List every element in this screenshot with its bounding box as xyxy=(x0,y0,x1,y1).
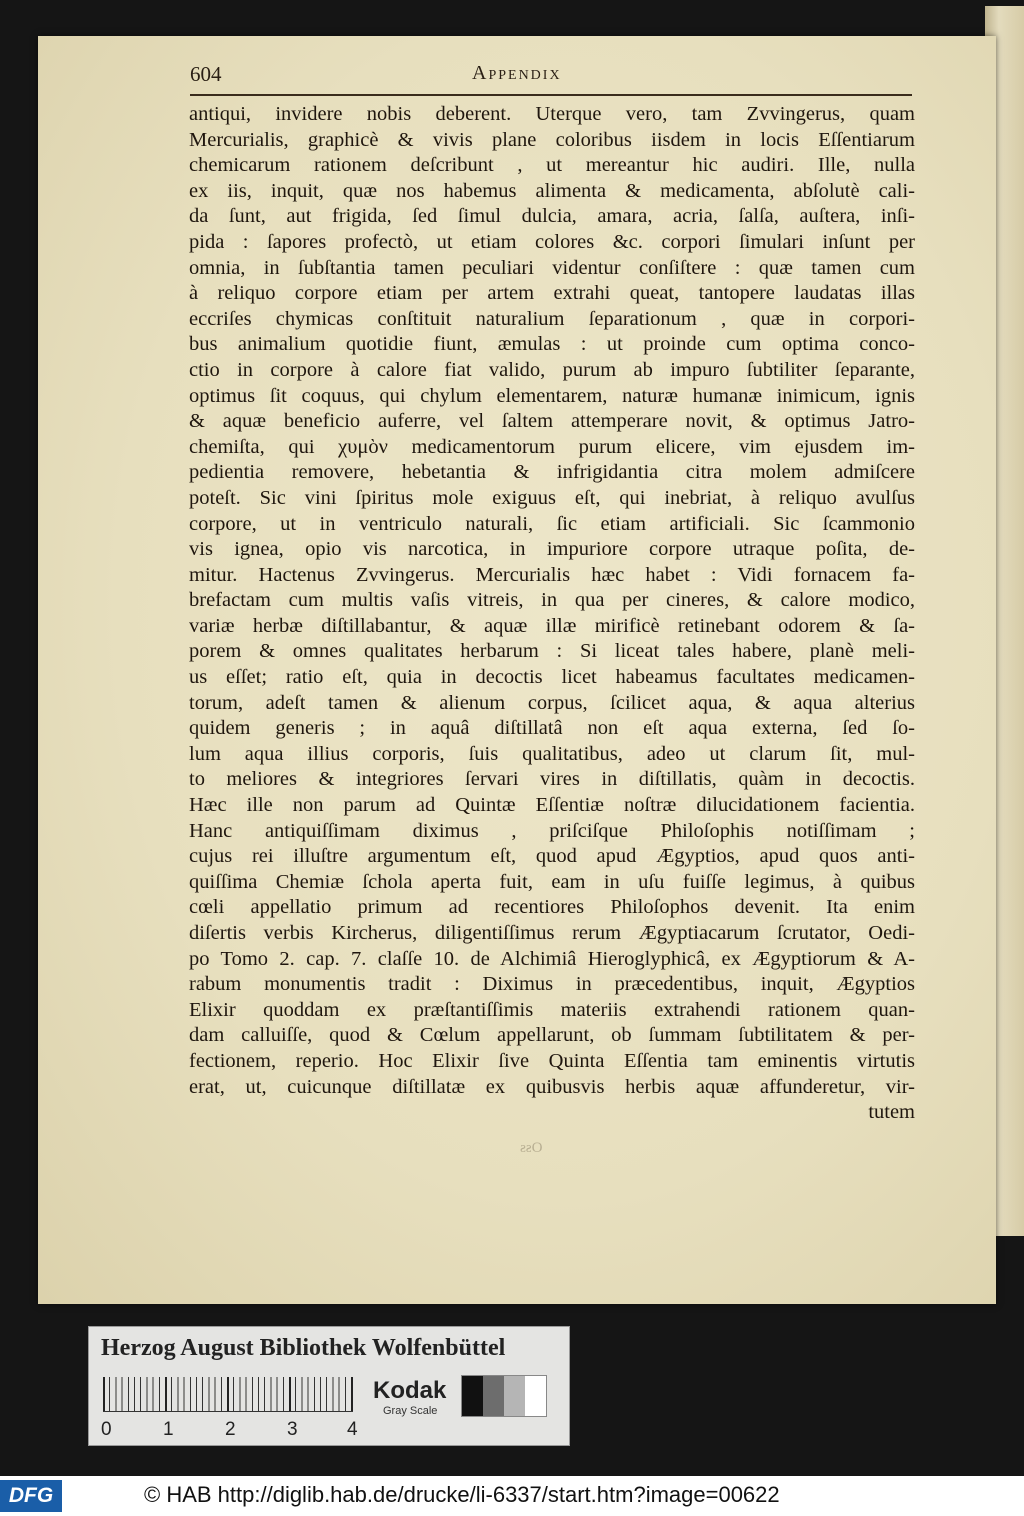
library-name: Herzog August Bibliothek Wolfenbüttel xyxy=(101,1335,506,1361)
text-line: Hanc antiquiſſimam diximus , priſciſque Philoſophis notiſſimam ; xyxy=(189,819,915,842)
text-line: to meliores & integriores ſervari vires in diſtillatis, quàm in decoctis. xyxy=(189,768,915,791)
gray-scale-patches xyxy=(461,1375,547,1417)
scale-ruler xyxy=(103,1377,353,1412)
text-line: lum aqua illius corporis, ſuis qualitatibus, adeo ut clarum ſit, mul- xyxy=(189,742,915,765)
text-line: erat, ut, cuicunque diſtillatæ ex quibusvis herbis aquæ affunderetur, vir- xyxy=(189,1075,915,1098)
text-line: & aquæ beneficio auferre, vel ſaltem attemperare novit, & optimus Jatro- xyxy=(189,410,915,433)
text-line: optimus ſit coquus, qui chylum elementarem, naturæ humanæ inimicum, ignis xyxy=(189,384,915,407)
text-line: vis ignea, opio vis narcotica, in impuriore corpore utraque poſita, de- xyxy=(189,538,915,561)
text-line: antiqui, invidere nobis deberent. Uterque vero, tam Zvvingerus, quam xyxy=(189,103,915,125)
text-line: Mercurialis, graphicè & vivis plane coloribus iisdem in locis Eſſentiarum xyxy=(189,128,915,151)
text-line: diſertis verbis Kircherus, diligentiſſimus rerum Ægyptiacarum ſcrutator, Oedi- xyxy=(189,922,915,944)
scale-number: 2 xyxy=(225,1419,236,1440)
text-line: mitur. Hactenus Zvvingerus. Mercurialis hæc habet : Vidi fornacem fa- xyxy=(189,563,915,586)
color-target-card xyxy=(88,1326,570,1446)
text-line: eccriſes chymicas conſtituit naturalium ſeparationum , quæ in corpori- xyxy=(189,307,915,330)
scale-numbers xyxy=(99,1419,369,1441)
text-line: corpore, ut in ventriculo naturali, ſic etiam artificiali. Sic ſcammonio xyxy=(189,512,915,535)
gray-scale-label: Gray Scale xyxy=(383,1405,438,1417)
text-line: à reliquo corpore etiam per artem extrahi queat, tantopere laudatas illas xyxy=(189,282,915,305)
running-title: Appendix xyxy=(472,62,562,84)
gray-patch xyxy=(483,1376,504,1416)
text-line: chemiſta, qui χυμὸν medicamentorum purum elicere, vim ejusdem im- xyxy=(189,435,915,458)
page-number: 604 xyxy=(190,62,222,86)
text-line: porem & omnes qualitates herbarum : Si liceat tales habere, planè meli- xyxy=(189,640,915,663)
copyright-text: © HAB http://diglib.hab.de/drucke/li-6337/start.htm?image=00622 xyxy=(144,1482,780,1507)
text-line: Elixir quoddam ex præſtantiſſimis materiis extrahendi rationem quan- xyxy=(189,998,915,1021)
text-line: quidem generis ; in aquâ diſtillatâ non eſt aqua externa, ſed ſo- xyxy=(189,717,915,740)
text-line: cujus rei illuſtre argumentum eſt, quod apud Ægyptios, apud quos anti- xyxy=(189,845,915,868)
text-line: quiſſima Chemiæ ſchola aperta fuit, eam in uſu fuiſſe legimus, à quibus xyxy=(189,870,915,893)
scale-number: 3 xyxy=(287,1419,298,1440)
bleed-through-text: Oss xyxy=(520,1140,543,1156)
text-line: pida : ſapores profectò, ut etiam colores &c. corpori ſimulari inſunt per xyxy=(189,230,915,253)
kodak-logo: Kodak xyxy=(373,1377,447,1404)
text-line: omnia, in ſubſtantia tamen peculiari videntur conſiſtere : quæ tamen cum xyxy=(189,256,915,279)
text-line: cœli appellatio primum ad recentiores Philoſophos devenit. Ita enim xyxy=(189,896,915,919)
gray-patch xyxy=(462,1376,483,1416)
text-line: po Tomo 2. cap. 7. claſſe 10. de Alchimiâ Hieroglyphicâ, ex Ægyptiorum & A- xyxy=(189,947,915,970)
scale-number: 0 xyxy=(101,1419,112,1440)
running-head xyxy=(190,62,908,92)
text-line: rabum monumentis tradit : Diximus in præcedentibus, inquit, Ægyptios xyxy=(189,973,915,996)
dfg-logo: DFG xyxy=(0,1480,62,1512)
head-rule xyxy=(190,94,912,96)
text-line: ex iis, inquit, quæ nos habemus alimenta & medicamenta, abſolutè cali- xyxy=(189,179,915,202)
text-line: da ſunt, aut frigida, ſed ſimul dulcia, amara, acria, ſalſa, auſtera, inſi- xyxy=(189,205,915,228)
text-line: poteſt. Sic vini ſpiritus mole exiguus eſt, qui inebriat, à reliquo avulſus xyxy=(189,486,915,509)
gray-patch xyxy=(504,1376,525,1416)
text-line: bus animalium quotidie fiunt, æmulas : ut proinde cum optima conco- xyxy=(189,333,915,356)
scale-number: 4 xyxy=(347,1419,358,1440)
scale-number: 1 xyxy=(163,1419,174,1440)
text-line: dam calluiſſe, quod & Cœlum appellarunt, ob ſummam ſubtilitatem & per- xyxy=(189,1024,915,1047)
gray-patch xyxy=(525,1376,546,1416)
text-line: ctio in corpore à calore fiat valido, purum ab impuro ſubtiliter ſeparante, xyxy=(189,358,915,381)
text-line: Hæc ille non parum ad Quintæ Eſſentiæ noſtræ dilucidationem facientia. xyxy=(189,794,915,817)
text-line: fectionem, reperio. Hoc Elixir ſive Quinta Eſſentia tam eminentis virtutis xyxy=(189,1049,915,1072)
text-line: brefactam cum multis vaſis vitreis, in qua per cineres, & calore modico, xyxy=(189,589,915,612)
footer-bar xyxy=(0,1476,1024,1516)
text-line: pedientia removere, hebetantia & infrigidantia citra molem admiſcere xyxy=(189,461,915,484)
body-text xyxy=(189,102,915,1126)
text-line: chemicarum rationem deſcribunt , ut mereantur hic audiri. Ille, nulla xyxy=(189,154,915,177)
text-line: torum, adeſt tamen & alienum corpus, ſcilicet aqua, & aqua alterius xyxy=(189,691,915,714)
text-line: variæ herbæ diſtillabantur, & aquæ illæ mirificè retinebant odorem & ſa- xyxy=(189,614,915,637)
catchword: tutem xyxy=(868,1101,915,1124)
text-line: us eſſet; ratio eſt, quia in decoctis licet habeamus facultates medicamen- xyxy=(189,666,915,689)
